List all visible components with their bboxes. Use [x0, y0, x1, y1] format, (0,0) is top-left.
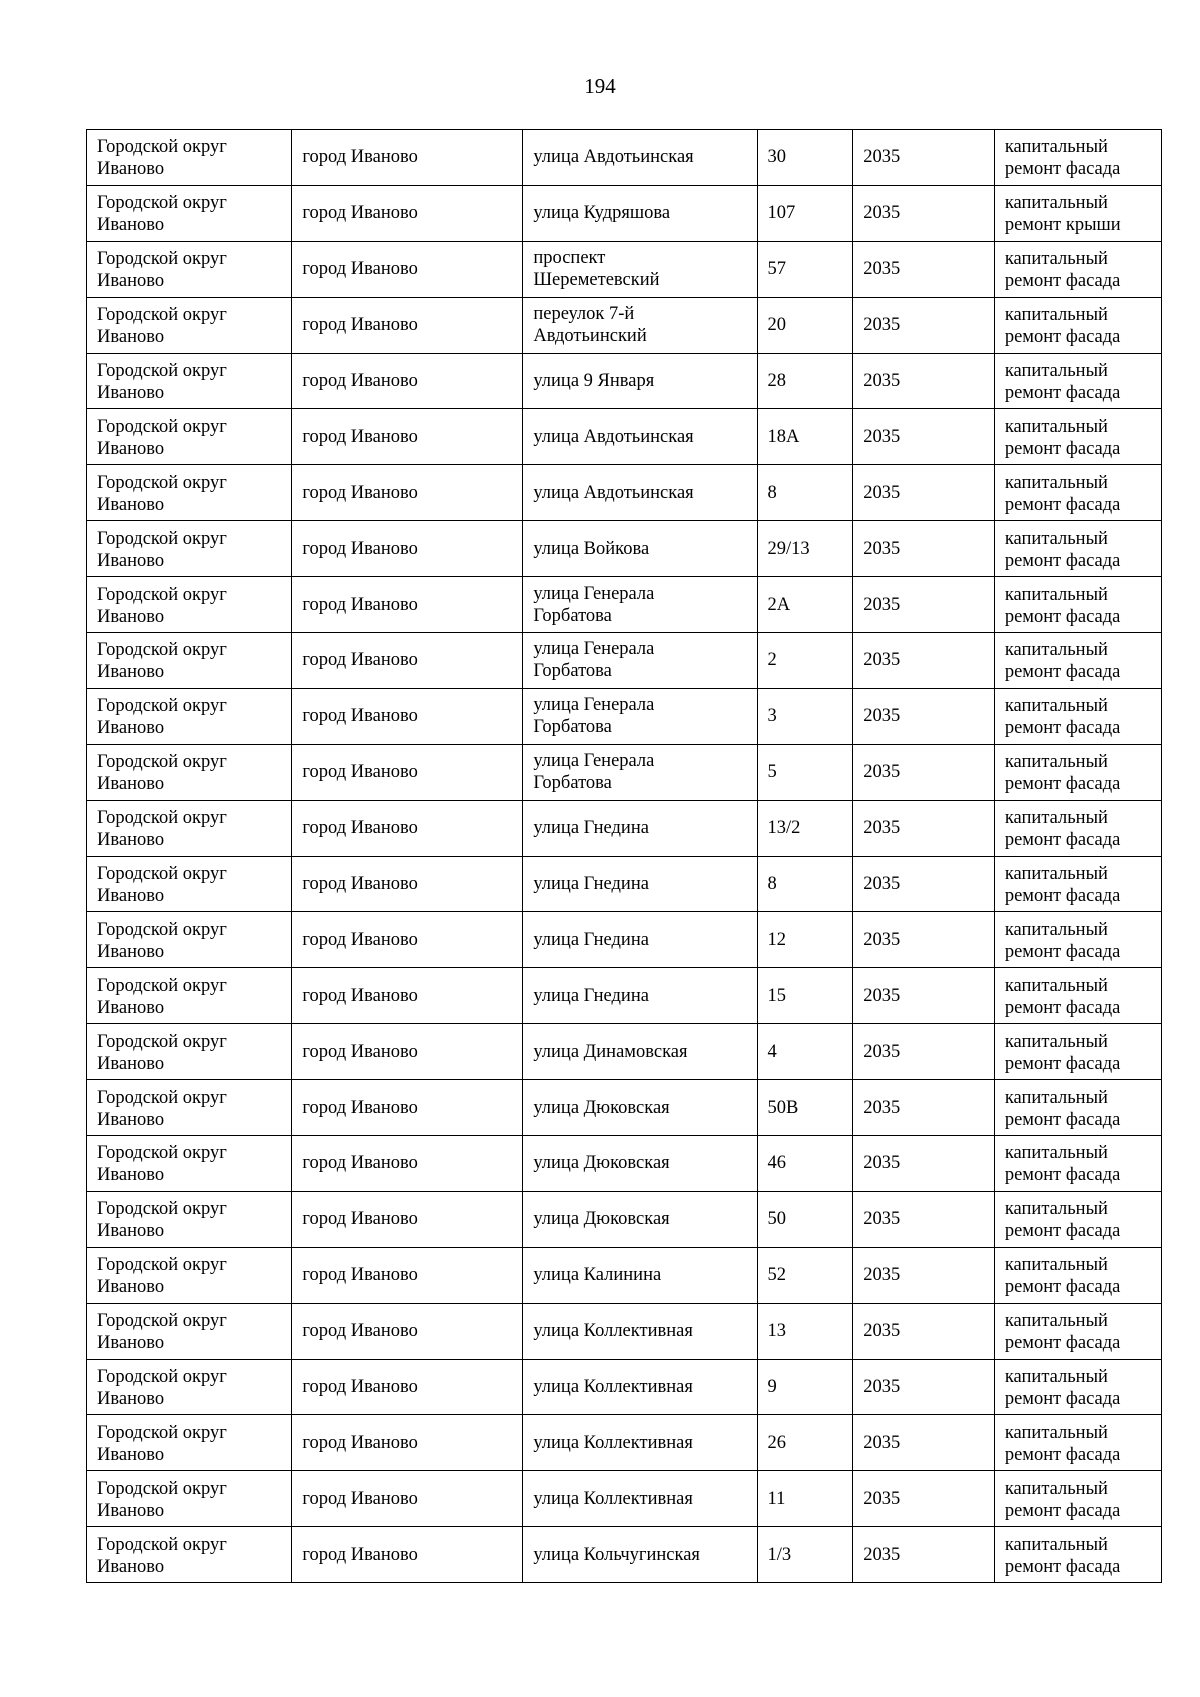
- table-row: [87, 1303, 1162, 1359]
- work-type-cell: капитальный ремонт фасада: [994, 297, 1161, 353]
- year-cell: 2035: [853, 353, 995, 409]
- street-cell: улица Авдотьинская: [523, 130, 757, 186]
- house-number-cell: 1/3: [757, 1527, 853, 1583]
- locality-cell: город Иваново: [292, 577, 523, 633]
- municipality-cell: Городской округ Иваново: [87, 1247, 292, 1303]
- work-type-cell: капитальный ремонт фасада: [994, 1080, 1161, 1136]
- table-row: [87, 1191, 1162, 1247]
- street-cell: улица Кудряшова: [523, 185, 757, 241]
- locality-cell: город Иваново: [292, 353, 523, 409]
- locality-cell: город Иваново: [292, 409, 523, 465]
- municipality-cell: Городской округ Иваново: [87, 521, 292, 577]
- house-number-cell: 4: [757, 1024, 853, 1080]
- table-row: [87, 1527, 1162, 1583]
- year-cell: 2035: [853, 1136, 995, 1192]
- year-cell: 2035: [853, 1471, 995, 1527]
- work-type-cell: капитальный ремонт фасада: [994, 968, 1161, 1024]
- locality-cell: город Иваново: [292, 688, 523, 744]
- table-row: [87, 409, 1162, 465]
- work-type-cell: капитальный ремонт фасада: [994, 353, 1161, 409]
- house-number-cell: 13: [757, 1303, 853, 1359]
- year-cell: 2035: [853, 1527, 995, 1583]
- work-type-cell: капитальный ремонт фасада: [994, 1415, 1161, 1471]
- table-row: [87, 1024, 1162, 1080]
- house-number-cell: 8: [757, 465, 853, 521]
- municipality-cell: Городской округ Иваново: [87, 688, 292, 744]
- house-number-cell: 2: [757, 633, 853, 689]
- work-type-cell: капитальный ремонт фасада: [994, 633, 1161, 689]
- municipality-cell: Городской округ Иваново: [87, 856, 292, 912]
- house-number-cell: 9: [757, 1359, 853, 1415]
- work-type-cell: капитальный ремонт фасада: [994, 800, 1161, 856]
- locality-cell: город Иваново: [292, 521, 523, 577]
- locality-cell: город Иваново: [292, 1471, 523, 1527]
- locality-cell: город Иваново: [292, 1359, 523, 1415]
- municipality-cell: Городской округ Иваново: [87, 912, 292, 968]
- street-cell: улица Дюковская: [523, 1191, 757, 1247]
- table-row: [87, 1080, 1162, 1136]
- work-type-cell: капитальный ремонт фасада: [994, 241, 1161, 297]
- street-cell: улица Войкова: [523, 521, 757, 577]
- table-row: [87, 912, 1162, 968]
- year-cell: 2035: [853, 1247, 995, 1303]
- year-cell: 2035: [853, 688, 995, 744]
- house-number-cell: 50В: [757, 1080, 853, 1136]
- year-cell: 2035: [853, 1024, 995, 1080]
- street-cell: улица Генерала Горбатова: [523, 633, 757, 689]
- work-type-cell: капитальный ремонт фасада: [994, 1359, 1161, 1415]
- house-number-cell: 50: [757, 1191, 853, 1247]
- year-cell: 2035: [853, 577, 995, 633]
- table-row: [87, 1136, 1162, 1192]
- locality-cell: город Иваново: [292, 968, 523, 1024]
- table-row: [87, 577, 1162, 633]
- municipality-cell: Городской округ Иваново: [87, 1191, 292, 1247]
- house-number-cell: 15: [757, 968, 853, 1024]
- municipality-cell: Городской округ Иваново: [87, 465, 292, 521]
- locality-cell: город Иваново: [292, 297, 523, 353]
- table-row: [87, 297, 1162, 353]
- work-type-cell: капитальный ремонт крыши: [994, 185, 1161, 241]
- house-number-cell: 52: [757, 1247, 853, 1303]
- work-type-cell: капитальный ремонт фасада: [994, 1024, 1161, 1080]
- locality-cell: город Иваново: [292, 856, 523, 912]
- locality-cell: город Иваново: [292, 800, 523, 856]
- house-number-cell: 57: [757, 241, 853, 297]
- street-cell: улица Коллективная: [523, 1415, 757, 1471]
- work-type-cell: капитальный ремонт фасада: [994, 1191, 1161, 1247]
- street-cell: улица Динамовская: [523, 1024, 757, 1080]
- year-cell: 2035: [853, 1415, 995, 1471]
- municipality-cell: Городской округ Иваново: [87, 577, 292, 633]
- street-cell: улица Генерала Горбатова: [523, 577, 757, 633]
- street-cell: проспект Шереметевский: [523, 241, 757, 297]
- table-row: [87, 688, 1162, 744]
- work-type-cell: капитальный ремонт фасада: [994, 465, 1161, 521]
- house-number-cell: 107: [757, 185, 853, 241]
- locality-cell: город Иваново: [292, 465, 523, 521]
- year-cell: 2035: [853, 1191, 995, 1247]
- house-number-cell: 13/2: [757, 800, 853, 856]
- street-cell: переулок 7-й Авдотьинский: [523, 297, 757, 353]
- house-number-cell: 30: [757, 130, 853, 186]
- year-cell: 2035: [853, 241, 995, 297]
- locality-cell: город Иваново: [292, 185, 523, 241]
- table-body: [87, 130, 1162, 1583]
- street-cell: улица Дюковская: [523, 1080, 757, 1136]
- locality-cell: город Иваново: [292, 1303, 523, 1359]
- work-type-cell: капитальный ремонт фасада: [994, 130, 1161, 186]
- year-cell: 2035: [853, 465, 995, 521]
- year-cell: 2035: [853, 1080, 995, 1136]
- municipality-cell: Городской округ Иваново: [87, 1359, 292, 1415]
- municipality-cell: Городской округ Иваново: [87, 1527, 292, 1583]
- year-cell: 2035: [853, 856, 995, 912]
- year-cell: 2035: [853, 185, 995, 241]
- work-type-cell: капитальный ремонт фасада: [994, 409, 1161, 465]
- street-cell: улица Авдотьинская: [523, 465, 757, 521]
- repair-schedule-table: [86, 129, 1162, 1583]
- street-cell: улица Генерала Горбатова: [523, 688, 757, 744]
- street-cell: улица Авдотьинская: [523, 409, 757, 465]
- table-row: [87, 968, 1162, 1024]
- municipality-cell: Городской округ Иваново: [87, 297, 292, 353]
- street-cell: улица Кольчугинская: [523, 1527, 757, 1583]
- street-cell: улица Калинина: [523, 1247, 757, 1303]
- house-number-cell: 2А: [757, 577, 853, 633]
- house-number-cell: 20: [757, 297, 853, 353]
- municipality-cell: Городской округ Иваново: [87, 185, 292, 241]
- year-cell: 2035: [853, 1359, 995, 1415]
- street-cell: улица Коллективная: [523, 1359, 757, 1415]
- table-row: [87, 353, 1162, 409]
- work-type-cell: капитальный ремонт фасада: [994, 577, 1161, 633]
- locality-cell: город Иваново: [292, 912, 523, 968]
- house-number-cell: 5: [757, 744, 853, 800]
- street-cell: улица Коллективная: [523, 1471, 757, 1527]
- work-type-cell: капитальный ремонт фасада: [994, 1247, 1161, 1303]
- table-row: [87, 241, 1162, 297]
- house-number-cell: 11: [757, 1471, 853, 1527]
- work-type-cell: капитальный ремонт фасада: [994, 856, 1161, 912]
- table-row: [87, 1359, 1162, 1415]
- locality-cell: город Иваново: [292, 130, 523, 186]
- municipality-cell: Городской округ Иваново: [87, 744, 292, 800]
- table-row: [87, 1247, 1162, 1303]
- work-type-cell: капитальный ремонт фасада: [994, 521, 1161, 577]
- table-row: [87, 1415, 1162, 1471]
- year-cell: 2035: [853, 1303, 995, 1359]
- year-cell: 2035: [853, 968, 995, 1024]
- municipality-cell: Городской округ Иваново: [87, 968, 292, 1024]
- municipality-cell: Городской округ Иваново: [87, 1080, 292, 1136]
- municipality-cell: Городской округ Иваново: [87, 1024, 292, 1080]
- locality-cell: город Иваново: [292, 1527, 523, 1583]
- year-cell: 2035: [853, 297, 995, 353]
- work-type-cell: капитальный ремонт фасада: [994, 688, 1161, 744]
- street-cell: улица Генерала Горбатова: [523, 744, 757, 800]
- locality-cell: город Иваново: [292, 1136, 523, 1192]
- work-type-cell: капитальный ремонт фасада: [994, 1527, 1161, 1583]
- table-row: [87, 130, 1162, 186]
- table-row: [87, 856, 1162, 912]
- house-number-cell: 28: [757, 353, 853, 409]
- municipality-cell: Городской округ Иваново: [87, 353, 292, 409]
- street-cell: улица 9 Января: [523, 353, 757, 409]
- year-cell: 2035: [853, 744, 995, 800]
- locality-cell: город Иваново: [292, 1024, 523, 1080]
- street-cell: улица Гнедина: [523, 856, 757, 912]
- house-number-cell: 18А: [757, 409, 853, 465]
- locality-cell: город Иваново: [292, 1191, 523, 1247]
- year-cell: 2035: [853, 912, 995, 968]
- year-cell: 2035: [853, 521, 995, 577]
- year-cell: 2035: [853, 800, 995, 856]
- street-cell: улица Гнедина: [523, 968, 757, 1024]
- locality-cell: город Иваново: [292, 1415, 523, 1471]
- work-type-cell: капитальный ремонт фасада: [994, 1136, 1161, 1192]
- locality-cell: город Иваново: [292, 744, 523, 800]
- municipality-cell: Городской округ Иваново: [87, 130, 292, 186]
- table-row: [87, 185, 1162, 241]
- table-row: [87, 521, 1162, 577]
- locality-cell: город Иваново: [292, 1247, 523, 1303]
- table-row: [87, 1471, 1162, 1527]
- municipality-cell: Городской округ Иваново: [87, 1415, 292, 1471]
- page-number: 194: [584, 74, 616, 98]
- locality-cell: город Иваново: [292, 1080, 523, 1136]
- table-row: [87, 465, 1162, 521]
- year-cell: 2035: [853, 130, 995, 186]
- locality-cell: город Иваново: [292, 241, 523, 297]
- year-cell: 2035: [853, 633, 995, 689]
- table-row: [87, 800, 1162, 856]
- house-number-cell: 3: [757, 688, 853, 744]
- house-number-cell: 26: [757, 1415, 853, 1471]
- street-cell: улица Коллективная: [523, 1303, 757, 1359]
- municipality-cell: Городской округ Иваново: [87, 1136, 292, 1192]
- locality-cell: город Иваново: [292, 633, 523, 689]
- street-cell: улица Гнедина: [523, 800, 757, 856]
- municipality-cell: Городской округ Иваново: [87, 241, 292, 297]
- street-cell: улица Дюковская: [523, 1136, 757, 1192]
- street-cell: улица Гнедина: [523, 912, 757, 968]
- municipality-cell: Городской округ Иваново: [87, 800, 292, 856]
- municipality-cell: Городской округ Иваново: [87, 1471, 292, 1527]
- house-number-cell: 8: [757, 856, 853, 912]
- year-cell: 2035: [853, 409, 995, 465]
- table-row: [87, 744, 1162, 800]
- house-number-cell: 12: [757, 912, 853, 968]
- table-row: [87, 633, 1162, 689]
- work-type-cell: капитальный ремонт фасада: [994, 912, 1161, 968]
- work-type-cell: капитальный ремонт фасада: [994, 1303, 1161, 1359]
- work-type-cell: капитальный ремонт фасада: [994, 1471, 1161, 1527]
- house-number-cell: 46: [757, 1136, 853, 1192]
- house-number-cell: 29/13: [757, 521, 853, 577]
- municipality-cell: Городской округ Иваново: [87, 1303, 292, 1359]
- municipality-cell: Городской округ Иваново: [87, 633, 292, 689]
- work-type-cell: капитальный ремонт фасада: [994, 744, 1161, 800]
- municipality-cell: Городской округ Иваново: [87, 409, 292, 465]
